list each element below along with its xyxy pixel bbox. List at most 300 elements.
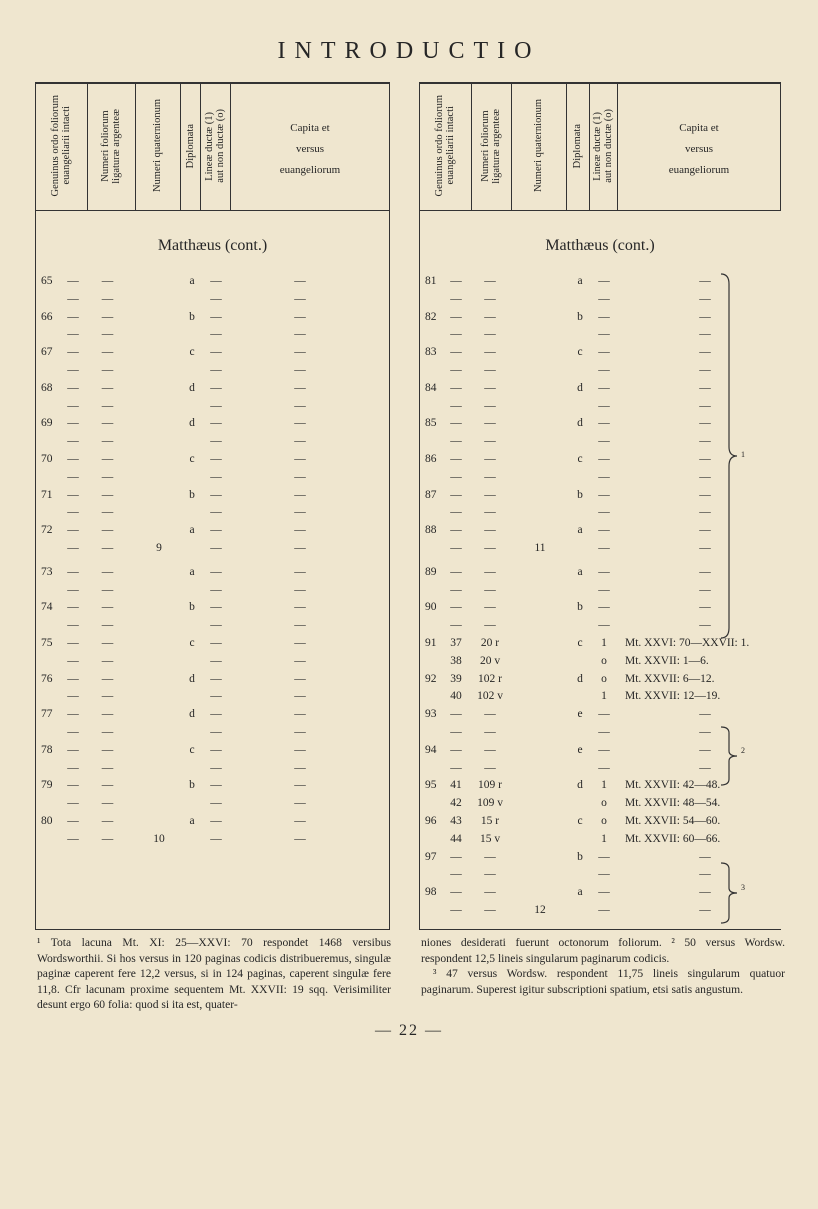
folium-cell: — [484,328,496,341]
linea-cell: — [598,292,610,305]
table-row [419,705,781,723]
capitulum-cell: — [294,619,306,632]
pagina-cell: — [67,815,79,827]
capitulum-cell: — [294,690,306,703]
folium-cell: — [101,488,114,501]
linea-cell: — [598,506,610,519]
linea-cell: — [210,453,222,465]
table-row [35,432,390,450]
pagina-cell: — [450,565,462,578]
capitulum-cell: — [699,524,711,537]
folium-cell: — [101,797,114,810]
capitulum-cell: — [699,601,711,614]
folio-number-cell: 65 [41,275,53,287]
table-row [35,503,390,521]
pagina-cell: — [450,708,462,721]
pagina-cell: — [67,565,79,578]
linea-cell: 1 [601,690,607,703]
diploma-cell: e [577,708,583,721]
table-row [35,397,390,415]
capitulum-cell: — [699,583,711,596]
folium-cell: — [101,832,114,845]
folium-cell: — [484,542,496,554]
table-left [35,82,390,930]
linea-cell: — [598,470,610,483]
capitulum-cell: — [294,435,306,448]
capitulum-cell: — [294,761,306,774]
folium-cell: — [484,292,496,305]
pagina-cell: — [450,470,462,483]
table-row [35,687,390,705]
capitulum-cell: — [294,601,306,614]
folium-cell: — [484,506,496,519]
folium-cell: — [101,292,114,305]
capitulum-cell: — [294,417,306,430]
folium-cell: 20 v [479,654,501,667]
table-row [35,723,390,741]
pagina-cell: — [67,690,79,703]
folio-number-cell: 75 [41,637,53,649]
pagina-cell: — [450,292,462,305]
pagina-cell: — [450,583,462,596]
diploma-cell: c [577,815,583,827]
linea-cell: o [601,672,607,685]
brace-label: 2 [741,746,745,755]
capitulum-cell: — [294,815,306,827]
pagina-cell: — [450,726,462,738]
linea-cell: — [210,637,222,649]
capitulum-cell: — [294,726,306,738]
linea-cell: — [210,708,222,721]
pagina-cell: — [450,488,462,501]
linea-cell: — [210,275,222,287]
linea-cell: — [210,583,222,596]
folium-cell: 109 r [478,779,502,792]
pagina-cell: — [450,743,462,756]
table-row [419,670,781,688]
capitulum-cell: — [699,886,711,899]
folium-cell: — [484,275,496,287]
table-row [35,361,390,379]
diploma-cell: b [577,601,583,614]
folium-cell: — [101,565,114,578]
capitulum-cell: — [699,565,711,578]
pagina-cell: — [450,506,462,519]
folium-cell: — [101,815,114,827]
folium-cell: — [484,726,496,738]
capitulum-cell: — [294,565,306,578]
folio-number-cell: 76 [41,672,53,685]
capitulum-cell: — [294,542,306,554]
table-row [419,652,781,670]
page-number: — 22 — [375,1022,443,1039]
linea-cell: — [598,601,610,614]
folium-cell: — [101,601,114,614]
diploma-cell: b [577,850,583,863]
capitulum-cell: — [294,832,306,845]
pagina-cell: — [67,832,79,845]
capitulum-cell: — [294,583,306,596]
table-row [419,794,781,812]
table-row [35,539,390,557]
linea-cell: — [598,868,610,881]
pagina-cell: 40 [450,690,462,703]
linea-cell: — [210,797,222,810]
folio-number-cell: 86 [425,453,437,465]
diploma-cell: a [189,524,195,537]
folium-cell: — [101,726,114,738]
folium-cell: — [484,619,496,632]
folium-cell: — [101,470,114,483]
folium-cell: — [484,850,496,863]
folium-cell: — [484,470,496,483]
pagina-cell: — [450,453,462,465]
pagina-cell: — [67,583,79,596]
folio-number-cell: 97 [425,850,437,863]
table-header-rule [419,210,781,211]
linea-cell: — [210,381,222,394]
header-genuinus: Genuinus ordo foliorum euangeliarii intacti [50,95,72,197]
linea-cell: — [210,565,222,578]
diploma-cell: c [189,346,195,359]
folium-cell: 15 v [479,832,501,845]
diploma-cell: b [577,310,583,323]
quaternio-cell: 9 [156,542,162,554]
diploma-cell: d [189,417,195,430]
capitulum-cell: — [294,310,306,323]
capitulum-cell: — [699,726,711,738]
header-capita: Capita et versus euangeliorum [279,122,341,176]
pagina-cell: — [67,743,79,756]
header-diplomata: Diplomata [572,123,583,169]
capitulum-cell: — [699,364,711,376]
capitulum-cell: — [699,453,711,465]
capitulum-cell: — [699,506,711,519]
capitulum-cell: — [699,619,711,632]
pagina-cell: — [67,619,79,632]
linea-cell: — [598,743,610,756]
linea-cell: — [598,619,610,632]
folium-cell: — [484,583,496,596]
diploma-cell: c [577,346,583,359]
folium-cell: — [484,565,496,578]
folio-number-cell: 78 [41,743,53,756]
table-row [35,486,390,504]
table-row [35,450,390,468]
linea-cell: — [210,815,222,827]
pagina-cell: — [450,850,462,863]
linea-cell: — [598,850,610,863]
diploma-cell: c [189,637,195,649]
table-row [35,759,390,777]
folium-cell: 20 r [480,637,500,649]
linea-cell: o [601,654,607,667]
diploma-cell: b [189,779,195,792]
pagina-cell: — [67,381,79,394]
folium-cell: — [101,637,114,649]
folium-cell: — [484,381,496,394]
linea-cell: — [210,506,222,519]
linea-cell: — [210,726,222,738]
pagina-cell: — [67,470,79,483]
folium-cell: — [101,779,114,792]
folium-cell: — [484,364,496,376]
linea-cell: — [210,654,222,667]
pagina-cell: 39 [450,672,462,685]
page-title: INTRODUCTIO [277,38,541,64]
pagina-cell: — [450,381,462,394]
capitulum-cell: — [294,743,306,756]
diploma-cell: b [189,601,195,614]
folium-cell: — [101,672,114,685]
folium-cell: — [101,761,114,774]
folium-cell: — [101,654,114,667]
folio-number-cell: 96 [425,815,437,827]
table-row [35,741,390,759]
folium-cell: — [484,310,496,323]
folium-cell: — [484,346,496,359]
capitulum-cell: — [294,364,306,376]
pagina-cell: 42 [450,797,462,810]
capitulum-cell: — [294,328,306,341]
table-row [35,468,390,486]
pagina-cell: — [450,619,462,632]
pagina-cell: — [67,292,79,305]
table-row [35,581,390,599]
pagina-cell: — [450,542,462,554]
folium-cell: — [484,886,496,899]
folium-cell: — [101,275,114,287]
table-bottom-rule [419,929,781,930]
diploma-cell: d [577,672,583,685]
header-numeri-foliorum: Numeri foliorum ligaturæ argenteæ [480,108,502,184]
header-numeri-foliorum: Numeri foliorum ligaturæ argenteæ [100,108,122,184]
header-quaternionum: Numeri quaternionum [152,99,163,193]
capitulum-cell: — [699,417,711,430]
folio-number-cell: 67 [41,346,53,359]
pagina-cell: — [67,506,79,519]
table-row [35,634,390,652]
folio-number-cell: 92 [425,672,437,685]
pagina-cell: 41 [450,779,462,792]
folio-number-cell: 80 [41,815,53,827]
diploma-cell: c [577,637,583,649]
diploma-cell: d [189,381,195,394]
table-row [35,563,390,581]
footnote-3: ³ 47 versus Wordsw. respondent 11,75 lineis singularum quatuor paginarum. Superest igitur subscriptioni spatium, etsi satis angustum. [421,967,785,996]
table-row [35,598,390,616]
folium-cell: — [484,743,496,756]
section-title: Matthæus (cont.) [157,237,268,254]
folio-number-cell: 81 [425,275,437,287]
table-row [35,379,390,397]
diploma-cell: c [577,453,583,465]
diploma-cell: a [189,565,195,578]
linea-cell: — [210,601,222,614]
pagina-cell: 37 [450,637,462,649]
capitulum-cell: — [294,470,306,483]
folium-cell: — [484,761,496,774]
linea-cell: o [601,815,607,827]
folio-number-cell: 91 [425,637,437,649]
linea-cell: — [210,417,222,430]
diploma-cell: c [189,743,195,756]
capitulum-cell: — [699,904,711,916]
linea-cell: — [598,453,610,465]
diploma-cell: d [577,779,583,792]
folium-cell: 102 v [477,690,503,703]
pagina-cell: — [450,524,462,537]
pagina-cell: — [67,779,79,792]
folium-cell: — [484,708,496,721]
linea-cell: — [210,672,222,685]
footnotes-left [37,935,391,1013]
capitulum-cell: — [294,708,306,721]
capitulum-cell: Mt. XXVII: 48—54. [625,797,721,810]
folio-number-cell: 79 [41,779,53,792]
pagina-cell: — [67,637,79,649]
pagina-cell: — [450,886,462,899]
capitulum-cell: Mt. XXVII: 54—60. [625,815,721,827]
folio-number-cell: 74 [41,601,53,614]
header-lineae: Lineæ ductæ (1) aut non ductæ (o) [592,109,614,183]
pagina-cell: — [67,328,79,341]
table-row [35,652,390,670]
linea-cell: — [598,364,610,376]
capitulum-cell: — [699,346,711,359]
folio-number-cell: 94 [425,743,437,756]
folium-cell: — [101,743,114,756]
folium-cell: — [101,690,114,703]
pagina-cell: — [67,364,79,376]
header-diplomata: Diplomata [184,123,196,169]
capitulum-cell: Mt. XXVII: 1—6. [625,654,709,667]
pagina-cell: — [67,797,79,810]
folium-cell: — [101,583,114,596]
linea-cell: 1 [601,779,607,792]
folio-number-cell: 88 [425,524,437,537]
capitulum-cell: Mt. XXVII: 60—66. [625,832,721,845]
folium-cell: — [484,524,496,537]
pagina-cell: — [450,275,462,287]
linea-cell: — [598,346,610,359]
pagina-cell: — [450,364,462,376]
table-row [35,308,390,326]
pagina-cell: 44 [450,832,462,845]
folio-number-cell: 89 [425,565,437,578]
capitulum-cell: — [699,399,711,412]
capitulum-cell: — [294,399,306,412]
linea-cell: — [210,364,222,376]
folium-cell: — [101,708,114,721]
capitulum-cell: — [294,637,306,649]
capitulum-cell: — [699,292,711,305]
linea-cell: — [210,832,222,845]
header-genuinus: Genuinus ordo foliorum euangeliarii intacti [434,95,456,197]
folium-cell: — [101,310,114,323]
linea-cell: — [210,346,222,359]
folium-cell: — [101,346,114,359]
table-row [35,830,390,848]
capitulum-cell: — [294,672,306,685]
diploma-cell: a [189,275,195,287]
capitulum-cell: — [699,275,711,287]
folium-cell: — [101,417,114,430]
capitulum-cell: — [294,779,306,792]
linea-cell: — [598,488,610,501]
pagina-cell: 38 [450,654,462,667]
pagina-cell: — [450,601,462,614]
table-row [35,521,390,539]
linea-cell: — [598,726,610,738]
table-row [35,670,390,688]
folium-cell: — [101,364,114,376]
pagina-cell: — [450,346,462,359]
table-row [35,343,390,361]
header-lineae: Lineæ ductæ (1) aut non ductæ (o) [204,109,226,183]
capitulum-cell: — [294,381,306,394]
pagina-cell: — [450,399,462,412]
diploma-cell: d [189,708,195,721]
linea-cell: — [598,761,610,774]
pagina-cell: — [67,708,79,721]
capitulum-cell: — [294,524,306,537]
folium-cell: — [101,435,114,448]
diploma-cell: a [577,886,583,899]
linea-cell: o [601,797,607,810]
pagina-cell: — [67,542,79,554]
table-row [35,272,390,290]
diploma-cell: b [577,488,583,501]
table-row [35,705,390,723]
section-title: Matthæus (cont.) [545,237,655,254]
pagina-cell: — [67,453,79,465]
folium-cell: — [484,453,496,465]
linea-cell: 1 [601,832,607,845]
pagina-cell: — [67,524,79,537]
table-row [419,812,781,830]
capitulum-cell: — [699,328,711,341]
pagina-cell: — [450,328,462,341]
quaternio-cell: 11 [534,542,546,554]
linea-cell: — [210,761,222,774]
capitulum-cell: — [294,453,306,465]
pagina-cell: — [67,601,79,614]
linea-cell: — [210,488,222,501]
capitulum-cell: — [699,381,711,394]
capitulum-cell: — [699,310,711,323]
folium-cell: — [101,524,114,537]
header-quaternionum: Numeri quaternionum [533,99,544,193]
table-row [35,616,390,634]
folio-number-cell: 98 [425,886,437,899]
capitulum-cell: — [699,488,711,501]
pagina-cell: — [450,310,462,323]
pagina-cell: — [67,672,79,685]
diploma-cell: d [189,672,195,685]
diploma-cell: a [577,524,583,537]
capitulum-cell: — [699,743,711,756]
folium-cell: 15 r [480,815,500,827]
footnote-1: ¹ Tota lacuna Mt. XI: 25—XXVI: 70 respondet 1468 versibus Wordsworthii. Si hos versus in 120 paginas codicis distribueremus, singulæ paginæ caperent fere 12,2 versus, si in 124 paginas, caperent singulæ fere 11,8. Cfr lacunam proxime sequentem Mt. XXVII: 19 sqq. Verisimiliter desunt ergo 60 folia: quod si ita est, quater- [37,936,391,1011]
linea-cell: — [210,470,222,483]
pagina-cell: — [450,868,462,881]
pagina-cell: — [67,488,79,501]
linea-cell: — [598,565,610,578]
capitulum-cell: — [294,292,306,305]
capitulum-cell: Mt. XXVII: 12—19. [625,690,721,703]
pagina-cell: — [67,726,79,738]
